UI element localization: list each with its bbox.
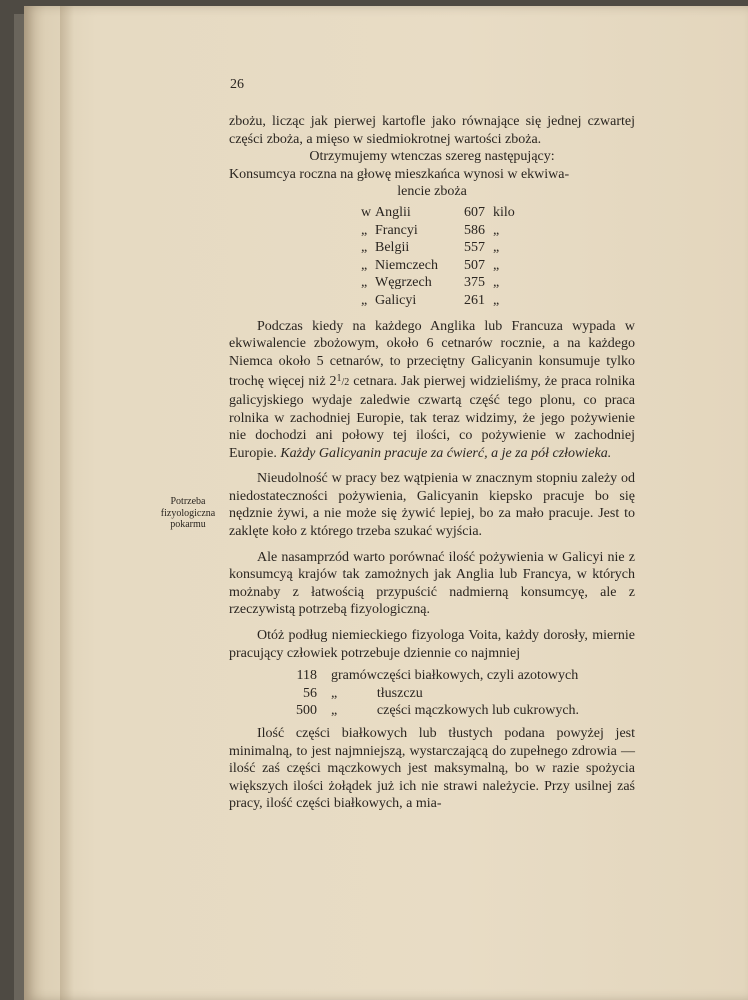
paragraph: Ale nasamprzód warto porównać ilość pożywienia w Galicyi nie z konsumcyą krajów tak zamożnych jak Anglia lub Francya, w których możnaby z łatwością przypuścić nadmierną konsumcyę, ale z rzeczywistą potrzebą fizyologiczną. bbox=[229, 549, 635, 618]
paragraph-text: Podczas kiedy na każdego Anglika lub Francuza wypada w ekwiwalencie zbożowym, około 6 cetnarów rocznie, a na każdego Niemca około 5 cetnarów, to przeciętny Galicyanin konsumuje tylko trochę więcej niż 2 bbox=[229, 318, 635, 390]
diet-amount: 56 bbox=[303, 685, 317, 701]
body-text bbox=[229, 113, 635, 813]
row-unit: „ bbox=[493, 275, 500, 291]
row-prefix: „ bbox=[361, 257, 368, 273]
row-country: Niemczech bbox=[375, 257, 438, 273]
row-unit: „ bbox=[493, 292, 500, 308]
fraction-denominator: 2 bbox=[344, 377, 350, 389]
diet-amount: 500 bbox=[296, 703, 317, 719]
diet-unit: „ bbox=[331, 685, 338, 701]
row-unit: „ bbox=[493, 257, 500, 273]
margin-note bbox=[144, 496, 232, 531]
italic-emphasis: Każdy Galicyanin pracuje za ćwierć, a je za pół człowieka. bbox=[280, 445, 612, 461]
margin-note-line: fizyologiczna bbox=[160, 507, 216, 519]
row-prefix: w bbox=[361, 204, 372, 220]
row-value: 375 bbox=[464, 275, 485, 291]
table-row bbox=[361, 204, 515, 222]
paragraph-continuation: zbożu, licząc jak pierwej kartofle jako równające się jednej czwartej części zboża, a mięso w siedmiokrotnej wartości zboża. bbox=[229, 114, 635, 147]
row-country: Anglii bbox=[375, 204, 411, 220]
page-number: 26 bbox=[230, 77, 244, 92]
consumption-table bbox=[361, 204, 635, 310]
diet-row bbox=[269, 702, 579, 720]
row-value: 607 bbox=[464, 204, 485, 220]
diet-table bbox=[269, 667, 635, 720]
margin-note-line: pokarmu bbox=[170, 519, 206, 530]
table-row bbox=[361, 257, 515, 275]
diet-desc: części białkowych, czyli azotowych bbox=[376, 668, 579, 684]
paragraph-text: cetnara. Jak pierwej widzieliśmy, że praca rolnika galicyjskiego wydaje zaledwie czwartą część tego plonu, co praca rolnika w zachodniej Europie, tak teraz widzimy, że jego pożywienie nie dochodzi ani połowy tej ilości, co pożywienie w zachodniej Europie. bbox=[229, 374, 635, 461]
fraction-numerator: 1 bbox=[336, 373, 342, 385]
diet-row bbox=[269, 667, 579, 685]
diet-row bbox=[269, 685, 579, 703]
table-heading-continued: lencie zboża bbox=[397, 184, 467, 200]
paragraph: Nieudolność w pracy bez wątpienia w znacznym stopniu zależy od niedostateczności pożywienia, Galicyanin kiepsko pracuje bo się nędznie żywi, a nie może się żywić lepiej, bo za mało pracuje. Jest to zaklęte koło z którego trzeba szukać wyjścia. bbox=[229, 471, 635, 540]
diet-desc: części mączkowych lub cukrowych. bbox=[376, 703, 580, 719]
table-row bbox=[361, 239, 515, 257]
table-row bbox=[361, 292, 515, 310]
row-prefix: „ bbox=[361, 292, 368, 308]
row-unit: „ bbox=[493, 222, 500, 238]
page-gutter bbox=[60, 6, 74, 1000]
row-country: Węgrzech bbox=[375, 275, 432, 291]
row-unit: kilo bbox=[493, 204, 515, 220]
row-value: 586 bbox=[464, 222, 485, 238]
paragraph: Ilość części białkowych lub tłustych podana powyżej jest minimalną, to jest najmniejszą, wystarczającą do zupełnego zdrowia — ilość zaś części mączkowych jest maksymalną, bo w razie spożycia większych ilości żołądek już ich nie strawi należycie. Przy usilnej zaś pracy, ilość części białkowych, a mia- bbox=[229, 726, 635, 812]
row-prefix: „ bbox=[361, 275, 368, 291]
diet-desc: tłuszczu bbox=[376, 685, 423, 701]
row-value: 261 bbox=[464, 292, 485, 308]
intro-line: Otrzymujemy wtenczas szereg następujący: bbox=[309, 149, 555, 165]
row-unit: „ bbox=[493, 240, 500, 256]
margin-note-line: Potrzeba bbox=[170, 496, 206, 507]
paragraph bbox=[229, 318, 635, 463]
row-country: Galicyi bbox=[375, 292, 417, 308]
row-prefix: „ bbox=[361, 222, 368, 238]
table-row bbox=[361, 222, 515, 240]
paragraph: Otóż podług niemieckiego fizyologa Voita, każdy dorosły, miernie pracujący człowiek potrzebuje dziennie co najmniej bbox=[229, 628, 635, 661]
diet-unit: „ bbox=[331, 703, 338, 719]
diet-unit: gramów bbox=[331, 668, 377, 684]
diet-amount: 118 bbox=[296, 668, 317, 684]
row-prefix: „ bbox=[361, 240, 368, 256]
row-value: 507 bbox=[464, 257, 485, 273]
row-country: Francyi bbox=[375, 222, 418, 238]
table-heading: Konsumcya roczna na głowę mieszkańca wynosi w ekwiwa- bbox=[229, 166, 570, 182]
table-row bbox=[361, 274, 515, 292]
row-country: Belgii bbox=[375, 240, 410, 256]
row-value: 557 bbox=[464, 240, 485, 256]
fraction: 1/2 bbox=[336, 373, 350, 389]
